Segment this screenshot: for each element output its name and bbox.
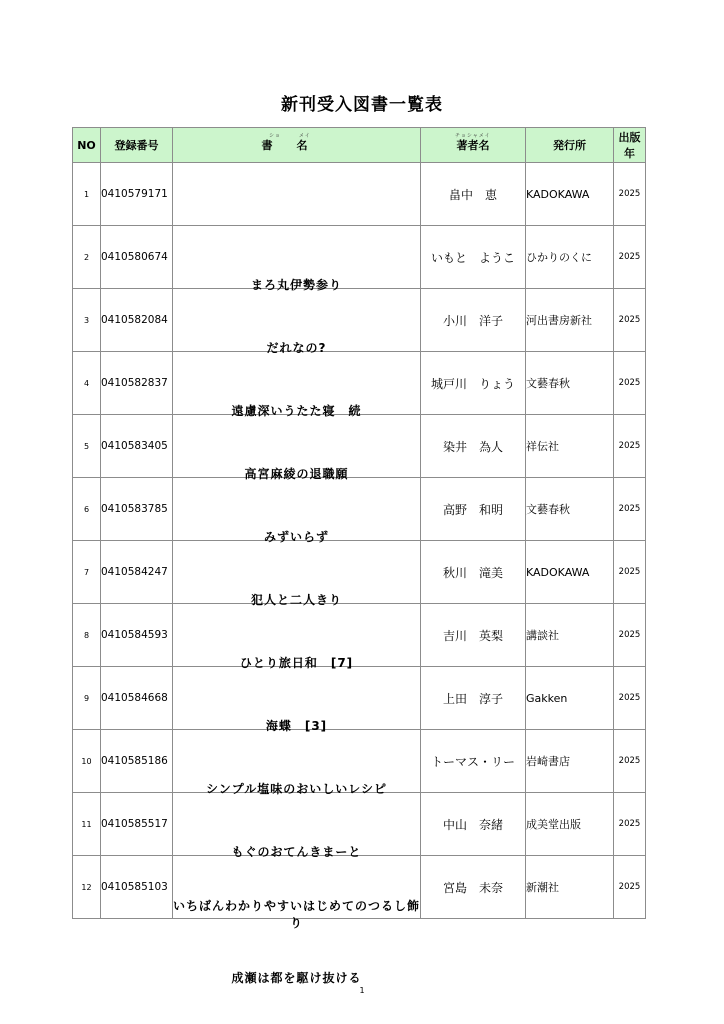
author-cell: 畠中 恵 [421, 163, 526, 226]
no-cell: 4 [73, 352, 101, 415]
registration-cell: 0410583405 [101, 415, 173, 478]
no-cell: 10 [73, 730, 101, 793]
header-year: 出版年 [614, 128, 646, 163]
title-cell: 海蝶 [3] [173, 694, 421, 757]
no-cell: 2 [73, 226, 101, 289]
publisher-cell: 岩崎書店 [526, 730, 614, 793]
header-author [421, 128, 526, 163]
header-title-ruby: ショ メイ [269, 133, 311, 139]
year-cell: 2025 [614, 163, 646, 226]
registration-cell: 0410585103 [101, 856, 173, 919]
author-cell: 上田 淳子 [421, 667, 526, 730]
registration-cell: 0410585186 [101, 730, 173, 793]
publisher-cell: 成美堂出版 [526, 793, 614, 856]
year-cell: 2025 [614, 352, 646, 415]
publisher-cell: 文藝春秋 [526, 478, 614, 541]
title-cell: シンプル塩味のおいしいレシピ [173, 757, 421, 820]
no-cell: 6 [73, 478, 101, 541]
no-cell: 11 [73, 793, 101, 856]
year-cell: 2025 [614, 226, 646, 289]
year-cell: 2025 [614, 289, 646, 352]
title-cell: 犯人と二人きり [173, 568, 421, 631]
no-cell: 5 [73, 415, 101, 478]
author-cell: 中山 奈緒 [421, 793, 526, 856]
author-cell: 城戸川 りょう [421, 352, 526, 415]
registration-cell: 0410584593 [101, 604, 173, 667]
no-cell: 9 [73, 667, 101, 730]
title-cell: 成瀬は都を駆け抜ける [173, 946, 421, 1009]
year-cell: 2025 [614, 730, 646, 793]
registration-cell: 0410582837 [101, 352, 173, 415]
publisher-cell: Gakken [526, 667, 614, 730]
author-cell: 吉川 英梨 [421, 604, 526, 667]
registration-cell: 0410583785 [101, 478, 173, 541]
title-cell: いちばんわかりやすいはじめてのつるし飾り [173, 883, 421, 946]
table-header-row [73, 128, 646, 163]
no-cell: 7 [73, 541, 101, 604]
publisher-cell: ひかりのくに [526, 226, 614, 289]
year-cell: 2025 [614, 415, 646, 478]
registration-cell: 0410582084 [101, 289, 173, 352]
title-cell: みずいらず [173, 505, 421, 568]
year-cell: 2025 [614, 604, 646, 667]
no-cell: 12 [73, 856, 101, 919]
publisher-cell: 河出書房新社 [526, 289, 614, 352]
author-cell: 小川 洋子 [421, 289, 526, 352]
author-cell: トーマス・リー [421, 730, 526, 793]
registration-cell: 0410584668 [101, 667, 173, 730]
author-cell: 染井 為人 [421, 415, 526, 478]
author-cell: 秋川 滝美 [421, 541, 526, 604]
title-cell: 高宮麻綾の退職願 [173, 442, 421, 505]
header-author-label: 著者名 [456, 139, 490, 152]
author-cell: いもと ようこ [421, 226, 526, 289]
author-cell: 高野 和明 [421, 478, 526, 541]
registration-cell: 0410579171 [101, 163, 173, 226]
header-author-ruby: チョシャメイ [455, 133, 491, 139]
registration-cell: 0410584247 [101, 541, 173, 604]
header-title [173, 128, 421, 163]
title-cell: まろ丸伊勢参り [173, 253, 421, 316]
title-cell: ひとり旅日和 [7] [173, 631, 421, 694]
year-cell: 2025 [614, 478, 646, 541]
header-no: NO [73, 128, 101, 163]
publisher-cell: 文藝春秋 [526, 352, 614, 415]
new-books-table [72, 127, 646, 985]
year-cell: 2025 [614, 667, 646, 730]
publisher-cell: KADOKAWA [526, 541, 614, 604]
year-cell: 2025 [614, 541, 646, 604]
title-cell: 遠慮深いうたた寝 続 [173, 379, 421, 442]
publisher-cell: KADOKAWA [526, 163, 614, 226]
no-cell: 3 [73, 289, 101, 352]
no-cell: 8 [73, 604, 101, 667]
title-cell: だれなの? [173, 316, 421, 379]
registration-cell: 0410585517 [101, 793, 173, 856]
title-cell: もぐのおてんきまーと [173, 820, 421, 883]
header-registration: 登録番号 [101, 128, 173, 163]
year-cell: 2025 [614, 856, 646, 919]
registration-cell: 0410580674 [101, 226, 173, 289]
header-title-label: 書名 [261, 139, 332, 152]
publisher-cell: 祥伝社 [526, 415, 614, 478]
page-number: 1 [359, 986, 365, 995]
no-cell: 1 [73, 163, 101, 226]
header-publisher: 発行所 [526, 128, 614, 163]
publisher-cell: 講談社 [526, 604, 614, 667]
table-row [73, 163, 646, 226]
publisher-cell: 新潮社 [526, 856, 614, 919]
author-cell: 宮島 未奈 [421, 856, 526, 919]
page-title: 新刊受入図書一覧表 [281, 95, 443, 115]
year-cell: 2025 [614, 793, 646, 856]
